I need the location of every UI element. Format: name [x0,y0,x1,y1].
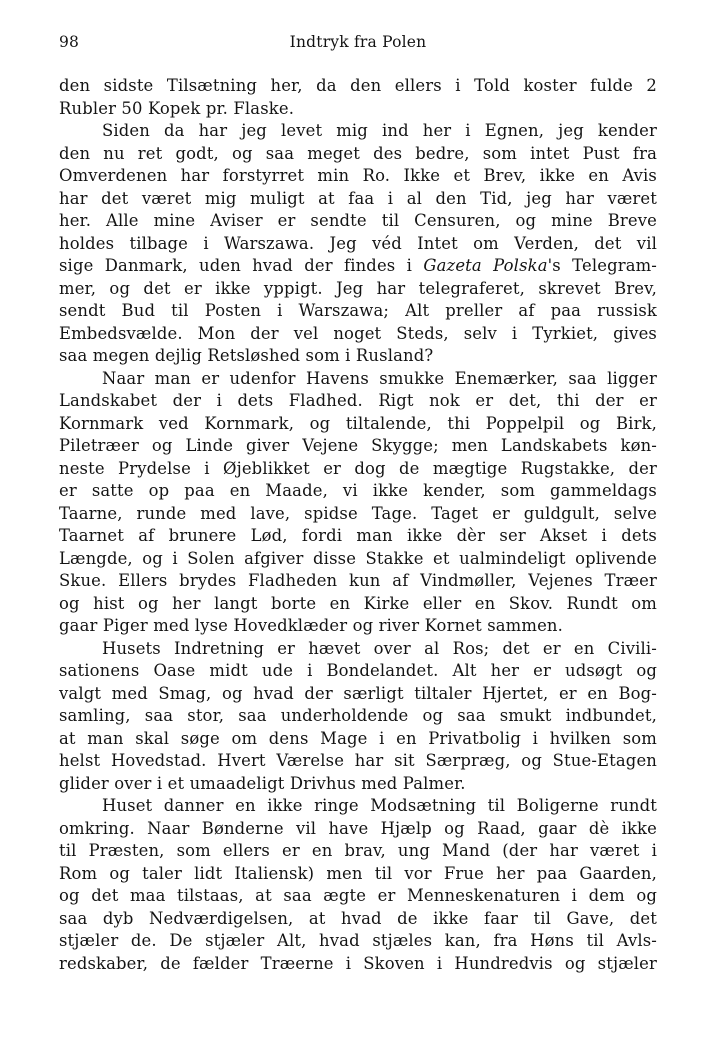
text-line: Naar man er udenfor Havens smukke Enemærker, saa ligger [102,368,657,388]
newspaper-title: Gazeta Polska [423,256,548,275]
text-line [59,255,657,278]
page-number: 98 [59,33,80,51]
text-line: Embedsvælde. Mon der vel noget Steds, selv i Tyrkiet, gives [59,323,657,343]
text-line: Husets Indretning er hævet over al Ros; det er en Civili- [102,638,657,658]
text-line: til Præsten, som ellers er en brav, ung Mand (der har været i [59,841,657,860]
text-line: Taarnet af brunere Lød, fordi man ikke dèr ser Akset i dets [59,526,657,545]
text-line: Landskabet der i dets Fladhed. Rigt nok er det, thi der er [59,391,657,410]
line-text-end: 's Telegram- [547,256,657,275]
text-line: at man skal søge om dens Mage i en Privatbolig i hvilken som [59,728,657,748]
book-page [59,30,657,975]
page-header [59,30,657,54]
text-line: Huset danner en ikke ringe Modsætning til Boligerne rundt [102,796,657,815]
text-line: Siden da har jeg levet mig ind her i Egnen, jeg kender [102,121,657,140]
text-line: sationens Oase midt ude i Bondelandet. Alt her er udsøgt og [59,661,657,680]
text-line: neste Prydelse i Øjeblikket er dog de mægtige Rugstakke, der [59,458,657,478]
text-line: saa dyb Nedværdigelsen, at hvad de ikke faar til Gave, det [59,908,657,928]
text-line: har det været mig muligt at faa i al den Tid, jeg har været [59,188,657,208]
text-line: saa megen dejlig Retsløshed som i Rusland? [59,346,434,365]
text-line: samling, saa stor, saa underholdende og saa smukt indbundet, [59,706,657,725]
text-line: Rubler 50 Kopek pr. Flaske. [59,98,295,118]
text-line: Skue. Ellers brydes Fladheden kun af Vindmøller, Vejenes Træer [59,571,657,590]
text-line: holdes tilbage i Warszawa. Jeg véd Intet om Verden, det vil [59,233,657,253]
text-line: omkring. Naar Bønderne vil have Hjælp og Raad, gaar dè ikke [59,818,657,838]
text-line: Piletræer og Linde giver Vejene Skygge; men Landskabets køn- [59,436,657,455]
text-line: Taarne, runde med lave, spidse Tage. Taget er guldgult, selve [59,503,657,523]
text-line: valgt med Smag, og hvad der særligt tiltaler Hjertet, er en Bog- [59,683,657,703]
text-line: Længde, og i Solen afgiver disse Stakke et ualmindeligt oplivende [59,548,657,568]
text-line: den sidste Tilsætning her, da den ellers i Told koster fulde 2 [59,76,657,95]
text-line: er satte op paa en Maade, vi ikke kender, som gammeldags [59,481,657,500]
text-line: mer, og det er ikke yppigt. Jeg har telegraferet, skrevet Brev, [59,278,657,298]
text-line: og det maa tilstaas, at saa ægte er Menneskenaturen i dem og [59,886,657,905]
body-text [59,75,657,975]
text-line: gaar Piger med lyse Hovedklæder og river Kornet sammen. [59,616,563,635]
text-line: her. Alle mine Aviser er sendte til Censuren, og mine Breve [59,211,657,230]
text-line: helst Hovedstad. Hvert Værelse har sit Særpræg, og Stue-Etagen [59,751,657,770]
text-line: sendt Bud til Posten i Warszawa; Alt preller af paa russisk [59,301,657,320]
text-line: den nu ret godt, og saa meget des bedre, som intet Pust fra [59,143,657,163]
text-line: stjæler de. De stjæler Alt, hvad stjæles kan, fra Høns til Avls- [59,931,657,950]
text-line: Omverdenen har forstyrret min Ro. Ikke et Brev, ikke en Avis [59,166,657,185]
text-line: Rom og taler lidt Italiensk) men til vor Frue her paa Gaarden, [59,863,657,883]
running-title: Indtryk fra Polen [289,33,427,51]
text-line: redskaber, de fælder Træerne i Skoven i Hundredvis og stjæler [59,953,657,973]
text-line: Kornmark ved Kornmark, og tiltalende, thi Poppelpil og Birk, [59,413,657,433]
text-line: glider over i et umaadeligt Drivhus med Palmer. [59,773,466,793]
text-line: og hist og her langt borte en Kirke eller en Skov. Rundt om [59,593,657,613]
line-text-start: sige Danmark, uden hvad der findes i [59,256,424,275]
